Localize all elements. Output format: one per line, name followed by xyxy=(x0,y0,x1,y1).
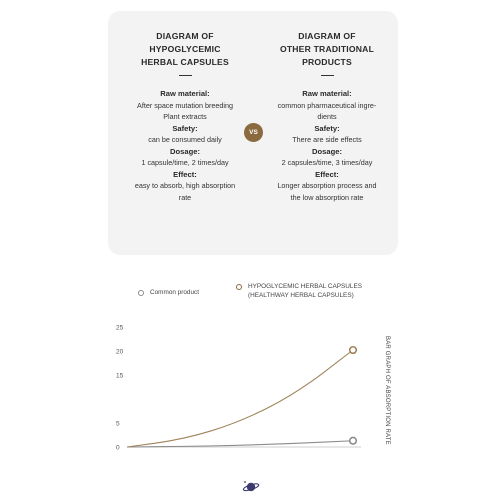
row-value: dients xyxy=(317,112,337,121)
traditional-title-line: DIAGRAM OF xyxy=(298,31,356,41)
series-line-0 xyxy=(127,441,353,447)
vs-badge: VS xyxy=(244,123,263,142)
hypoglycemic-title-line: HERBAL CAPSULES xyxy=(141,57,229,67)
legend-label-line: HYPOGLYCEMIC HERBAL CAPSULES xyxy=(248,283,362,290)
row-value: can be consumed daily xyxy=(148,135,222,144)
y-tick-label: 0 xyxy=(116,444,120,452)
row-label: Effect: xyxy=(173,169,197,179)
hypoglycemic-title-line: HYPOGLYCEMIC xyxy=(149,44,221,54)
planet-logo-icon xyxy=(242,479,260,495)
row-value: After space mutation breeding xyxy=(137,100,233,110)
legend-label-line: (HEALTHWAY HERBAL CAPSULES) xyxy=(248,291,354,299)
y-axis-label: BAR GRAPH OF ABSORPTION RATE xyxy=(384,336,390,445)
series-line-1 xyxy=(127,350,353,447)
row-value: easy to absorb, high absorption xyxy=(134,181,236,190)
row-label: Safety: xyxy=(314,123,340,133)
row-value: Longer absorption process and xyxy=(277,181,377,190)
row-value: There are side effects xyxy=(292,135,362,144)
y-tick-label: 15 xyxy=(116,372,124,380)
row-label: Dosage: xyxy=(170,146,200,156)
row-label: Dosage: xyxy=(312,146,342,156)
traditional-title-line: PRODUCTS xyxy=(302,57,352,67)
row-value: Plant extracts xyxy=(163,112,207,121)
traditional-title-line: OTHER TRADITIONAL xyxy=(279,44,375,54)
row-value: common pharmaceutical ingre- xyxy=(277,100,377,110)
row-value: 1 capsule/time, 2 times/day xyxy=(141,158,229,167)
y-tick-label: 25 xyxy=(116,324,124,332)
series-end-marker-1 xyxy=(350,347,357,354)
row-label: Safety: xyxy=(172,123,198,133)
row-label: Raw material: xyxy=(160,89,210,98)
row-value: rate xyxy=(178,192,192,202)
row-label: Effect: xyxy=(315,169,339,179)
series-end-marker-0 xyxy=(350,437,357,444)
hypoglycemic-title-line: DIAGRAM OF xyxy=(156,31,214,41)
row-value: 2 capsules/time, 3 times/day xyxy=(281,158,373,167)
row-label: Raw material: xyxy=(302,89,352,98)
legend-label-common: Common product xyxy=(150,289,200,296)
row-value: the low absorption rate xyxy=(290,192,364,202)
y-tick-label: 5 xyxy=(116,420,120,428)
y-tick-label: 20 xyxy=(116,348,124,356)
